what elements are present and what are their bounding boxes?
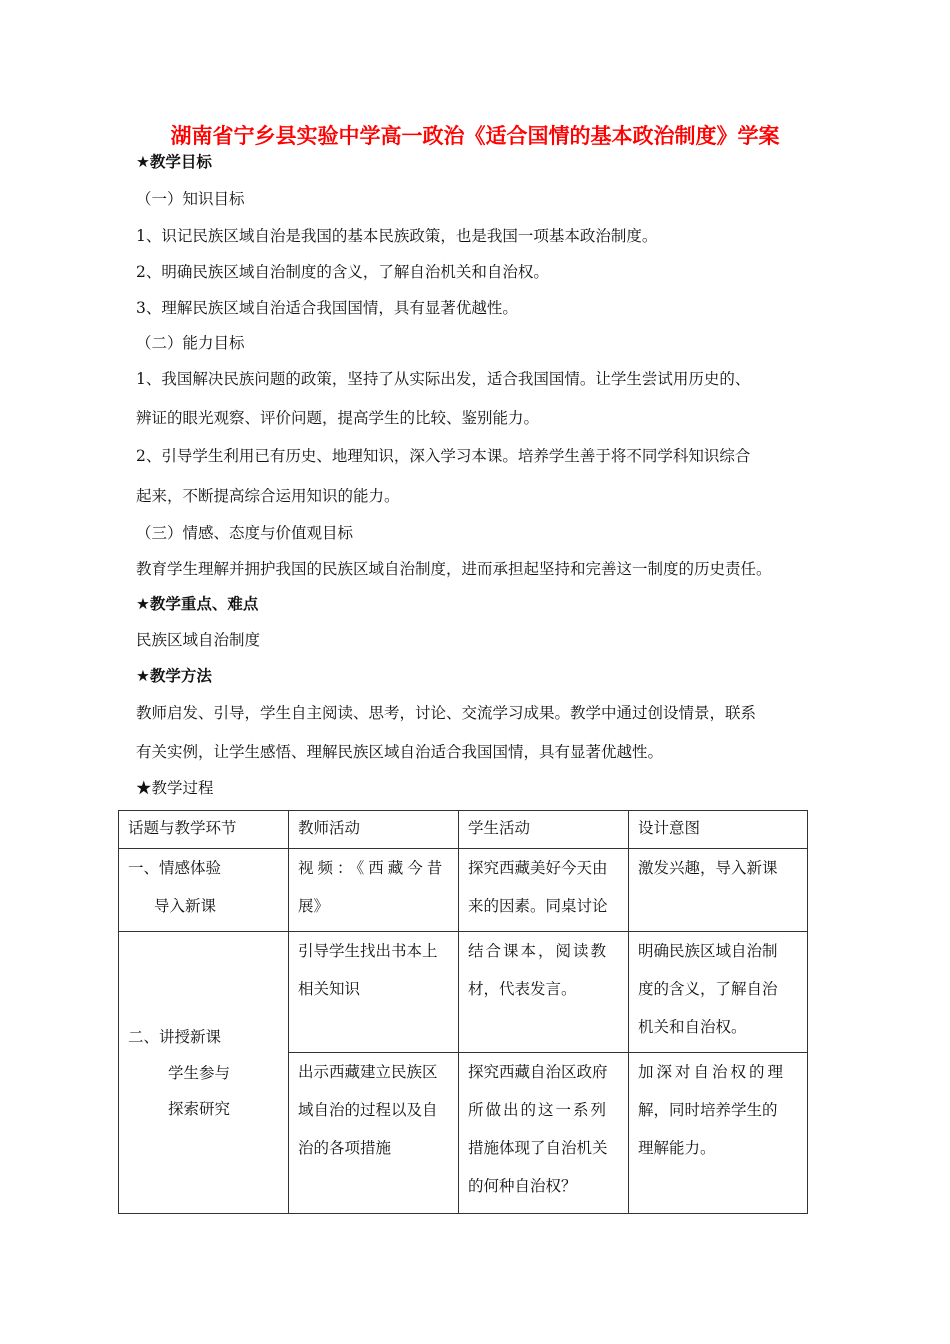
document-title: 湖南省宁乡县实验中学高一政治《适合国情的基本政治制度》学案 xyxy=(170,124,780,148)
intent-line: 加深对自治权的理 xyxy=(638,1063,787,1081)
student-line: 材，代表发言。 xyxy=(468,980,577,998)
teacher-line: 出示西藏建立民族区 xyxy=(298,1063,438,1081)
knowledge-heading: （一）知识目标 xyxy=(136,190,245,208)
intent-line: 解，同时培养学生的 xyxy=(638,1101,778,1119)
student-line: 措施体现了自治机关 xyxy=(468,1139,608,1157)
stage-cell xyxy=(119,932,289,1214)
lesson-process-table xyxy=(118,810,808,1214)
teacher-line: 相关知识 xyxy=(298,980,361,998)
teacher-line: 治的各项措施 xyxy=(298,1139,392,1157)
key-points-text: 民族区域自治制度 xyxy=(136,631,261,649)
teacher-line: 展》 xyxy=(298,897,330,915)
methods-line: 教师启发、引导，学生自主阅读、思考，讨论、交流学习成果。教学中通过创设情景，联系 xyxy=(136,704,757,722)
table-header-row xyxy=(119,811,808,849)
table-row xyxy=(119,932,808,1053)
intent-line: 激发兴趣，导入新课 xyxy=(638,859,778,877)
stage-line: 导入新课 xyxy=(154,897,217,915)
knowledge-item: 2、明确民族区域自治制度的含义，了解自治机关和自治权。 xyxy=(136,263,549,281)
intent-line: 机关和自治权。 xyxy=(638,1018,747,1036)
ability-line: 2、引导学生利用已有历史、地理知识，深入学习本课。培养学生善于将不同学科知识综合 xyxy=(136,447,751,465)
student-line: 的何种自治权？ xyxy=(468,1177,577,1195)
emotion-text: 教育学生理解并拥护我国的民族区域自治制度，进而承担起坚持和完善这一制度的历史责任。 xyxy=(136,560,772,578)
stage-cell xyxy=(119,849,289,932)
knowledge-item: 3、理解民族区域自治适合我国国情，具有显著优越性。 xyxy=(136,299,518,317)
student-line: 结合课本，阅读教 xyxy=(468,942,609,960)
emotion-heading: （三）情感、态度与价值观目标 xyxy=(136,524,354,542)
ability-line: 辨证的眼光观察、评价问题，提高学生的比较、鉴别能力。 xyxy=(136,409,540,427)
process-heading: ★教学过程 xyxy=(136,779,214,797)
intent-cell xyxy=(629,932,808,1053)
intent-cell xyxy=(629,849,808,932)
header-intent: 设计意图 xyxy=(629,811,808,849)
header-teacher: 教师活动 xyxy=(289,811,459,849)
student-line: 所做出的这一系列 xyxy=(468,1101,609,1119)
student-cell xyxy=(459,932,629,1053)
student-line: 来的因素。同桌讨论 xyxy=(468,897,608,915)
student-cell xyxy=(459,849,629,932)
key-points-heading: ★教学重点、难点 xyxy=(136,595,259,613)
intent-line: 明确民族区域自治制 xyxy=(638,942,778,960)
teacher-cell xyxy=(289,849,459,932)
intent-line: 度的含义，了解自治 xyxy=(638,980,778,998)
header-stage: 话题与教学环节 xyxy=(119,811,289,849)
methods-heading: ★教学方法 xyxy=(136,667,212,685)
teacher-cell xyxy=(289,1053,459,1214)
knowledge-item: 1、识记民族区域自治是我国的基本民族政策，也是我国一项基本政治制度。 xyxy=(136,227,658,245)
teacher-cell xyxy=(289,932,459,1053)
ability-line: 起来，不断提高综合运用知识的能力。 xyxy=(136,487,400,505)
table-row xyxy=(119,849,808,932)
objectives-heading: ★教学目标 xyxy=(136,153,212,171)
teacher-line: 域自治的过程以及自 xyxy=(298,1101,438,1119)
teacher-line: 引导学生找出书本上 xyxy=(298,942,438,960)
student-cell xyxy=(459,1053,629,1214)
student-line: 探究西藏自治区政府 xyxy=(468,1063,608,1081)
header-student: 学生活动 xyxy=(459,811,629,849)
ability-line: 1、我国解决民族问题的政策，坚持了从实际出发，适合我国国情。让学生尝试用历史的、 xyxy=(136,370,751,388)
student-line: 探究西藏美好今天由 xyxy=(468,859,608,877)
stage-line: 二、讲授新课 xyxy=(128,1027,222,1046)
intent-line: 理解能力。 xyxy=(638,1139,716,1157)
methods-line: 有关实例，让学生感悟、理解民族区域自治适合我国国情，具有显著优越性。 xyxy=(136,743,664,761)
teacher-line: 视频：《西藏今昔 xyxy=(298,859,447,877)
intent-cell xyxy=(629,1053,808,1214)
stage-line: 一、情感体验 xyxy=(128,859,222,877)
stage-line: 探索研究 xyxy=(168,1099,231,1118)
ability-heading: （二）能力目标 xyxy=(136,334,245,352)
stage-line: 学生参与 xyxy=(168,1063,231,1082)
